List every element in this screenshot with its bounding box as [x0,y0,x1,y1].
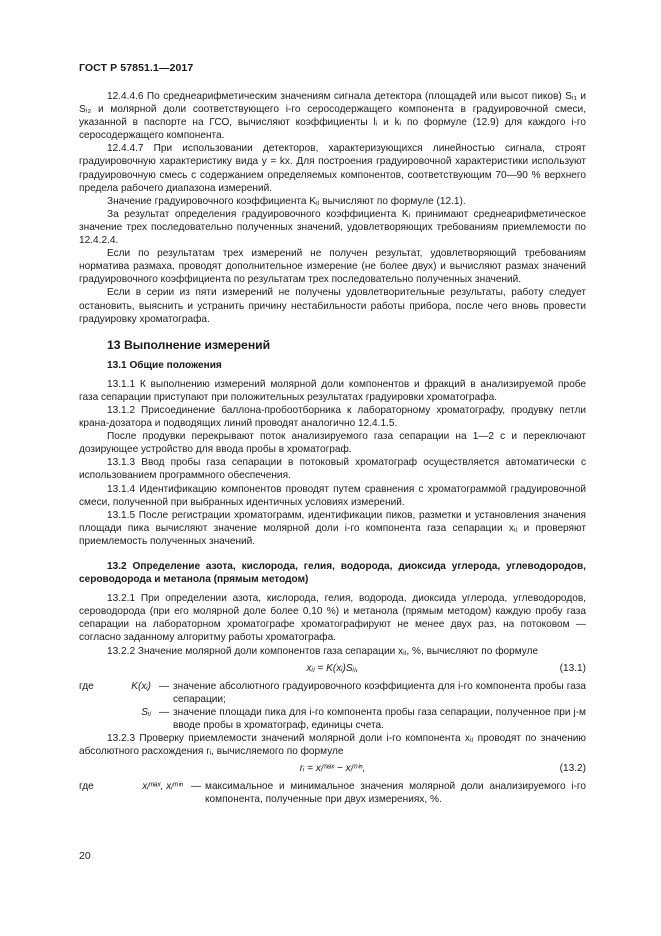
definition-row [79,680,586,706]
paragraph-13-1-1: 13.1.1 К выполнению измерений молярной доли компонентов и фракций в анализируемой пробе газа сепарации приступают при положительных результатах градуировки хроматографа. [79,378,586,403]
definition-symbol: Sᵢⱼ [141,706,151,718]
paragraph-13-1-5: 13.1.5 После регистрации хроматограмм, идентификации пиков, разметки и установления значения площади пика вычисляют значение молярной доли i-го компонента газа сепарации xᵢⱼ и проверяют приемлемость полученных значений. [79,509,586,547]
definition-dash: — [158,706,170,718]
formula-13-1-number: (13.1) [559,662,586,674]
formula-13-1 [79,658,586,680]
paragraph-kij: Значение градуировочного коэффициента Kᵢⱼ вычисляют по формуле (12.1). [107,195,466,207]
definition-dash: — [190,781,202,793]
definition-symbol: xᵢᵐᵃˣ, xᵢᵐⁱⁿ [142,781,183,793]
document-header: ГОСТ Р 57851.1—2017 [79,62,194,74]
definition-text: значение абсолютного градуировочного коэффициента для i-го компонента пробы газа сепарации; [173,680,586,705]
where-label [79,706,103,732]
paragraph-13-1-3: 13.1.3 Ввод пробы газа сепарации в потоковый хроматограф осуществляется автоматически с использованием программного обеспечения. [79,457,586,482]
definitions-13-1 [79,680,586,732]
paragraph-13-2-2: 13.2.2 Значение молярной доли компонентов газа сепарации xᵢⱼ, %, вычисляют по формуле [107,645,539,657]
definition-row [79,706,586,732]
definition-text: максимальное и минимальное значения молярной доли анализируемого i-го компонента, полученные при двух измерениях, %. [205,781,586,806]
page-number: 20 [79,850,91,862]
paragraph-if-not: Если по результатам трех измерений не получен результат, удовлетворяющий требованиям норматива размаха, проводят дополнительное измерение (не более двух) и вычисляют размах значений градуировочного коэффициента по результатам трех последовательно полученных значений. [79,248,586,286]
paragraph-13-2-1: 13.2.1 При определении азота, кислорода, гелия, водорода, диоксида углерода, углеводородов, сероводорода (при его молярной доле более 0,10 %) и метанола (прямым методом) каждую пробу газа сепарации на лабораторном хроматографе хроматографируют не менее двух раз, на потоковом — согласно заданному алгоритму работы хроматографа. [79,593,586,644]
where-label: где [79,680,94,692]
section-13-1-heading: 13.1 Общие положения [107,359,222,371]
definitions-13-2 [79,780,586,806]
formula-13-1-expression: xᵢⱼ = K(xᵢ)Sᵢⱼ, [306,662,359,674]
formula-13-2-expression: rᵢ = xᵢᵐᵃˣ − xᵢᵐⁱⁿ, [299,763,366,775]
paragraph-12-4-4-6: 12.4.4.6 По среднеарифметическим значениям сигнала детектора (площадей или высот пиков) Sᵢ₁ и Sᵢ₂ и молярной доли соответствующего i-го серосодержащего компонента в градуировочной смеси, указанной в паспорте на ГСО, вычисляют коэффициенты lᵢ и kᵢ по формуле (12.9) для каждого i-го серосодержащего компонента. [79,91,586,142]
section-13-heading: 13 Выполнение измерений [107,337,271,352]
paragraph-13-2-3: 13.2.3 Проверку приемлемости значений молярной доли i-го компонента xᵢⱼ проводят по значению абсолютного расхождения rᵢ, вычисляемого по формуле [79,733,586,758]
definition-dash: — [158,680,170,692]
formula-13-2-number: (13.2) [559,763,586,775]
paragraph-result: За результат определения градуировочного коэффициента Kᵢ принимают среднеарифметическое значение трех последовательно полученных значений, удовлетворяющих требованиям приемлемости по 12.4.2.4. [79,208,586,247]
paragraph-13-1-2: 13.1.2 Присоединение баллона-пробоотборника к лабораторному хроматографу, продувку петли крана-дозатора и подводящих линий проводят аналогично 12.4.1.5. [79,404,586,430]
paragraph-after-purge: После продувки перекрывают поток анализируемого газа сепарации на 1—2 с и переключают дозирующее устройство для ввода пробы в хроматограф. [79,431,586,456]
definition-symbol: K(xᵢ) [131,680,151,692]
formula-13-2 [79,758,586,780]
section-13-2-heading: 13.2 Определение азота, кислорода, гелия, водорода, диоксида углерода, углеводородов, сероводорода и метанола (прямым методом) [79,561,586,586]
definition-row [79,780,586,806]
paragraph-12-4-4-7: 12.4.4.7 При использовании детекторов, характеризующихся линейностью сигнала, строят градуировочную характеристику вида y = kx. Для построения градуировочной характеристики используют градуировочную смесь с содержанием определяемых компонентов, соответствующим 70—90 % верхнего предела рабочего диапазона измерений. [79,143,586,194]
paragraph-if-five: Если в серии из пяти измерений не получены удовлетворительные результаты, работу следует остановить, выяснить и устранить причину нестабильности работы прибора, после чего вновь провести градуировку хроматографа. [79,287,586,325]
document-body [79,90,586,806]
paragraph-13-1-4: 13.1.4 Идентификацию компонентов проводят путем сравнения с хроматограммой градуировочной смеси, полученной при выбранных идентичных условиях измерений. [79,483,586,508]
where-label: где [79,781,94,793]
definition-text: значение площади пика для i-го компонента пробы газа сепарации, полученное при j-м вводе пробы в хроматограф, единицы счета. [173,706,586,731]
